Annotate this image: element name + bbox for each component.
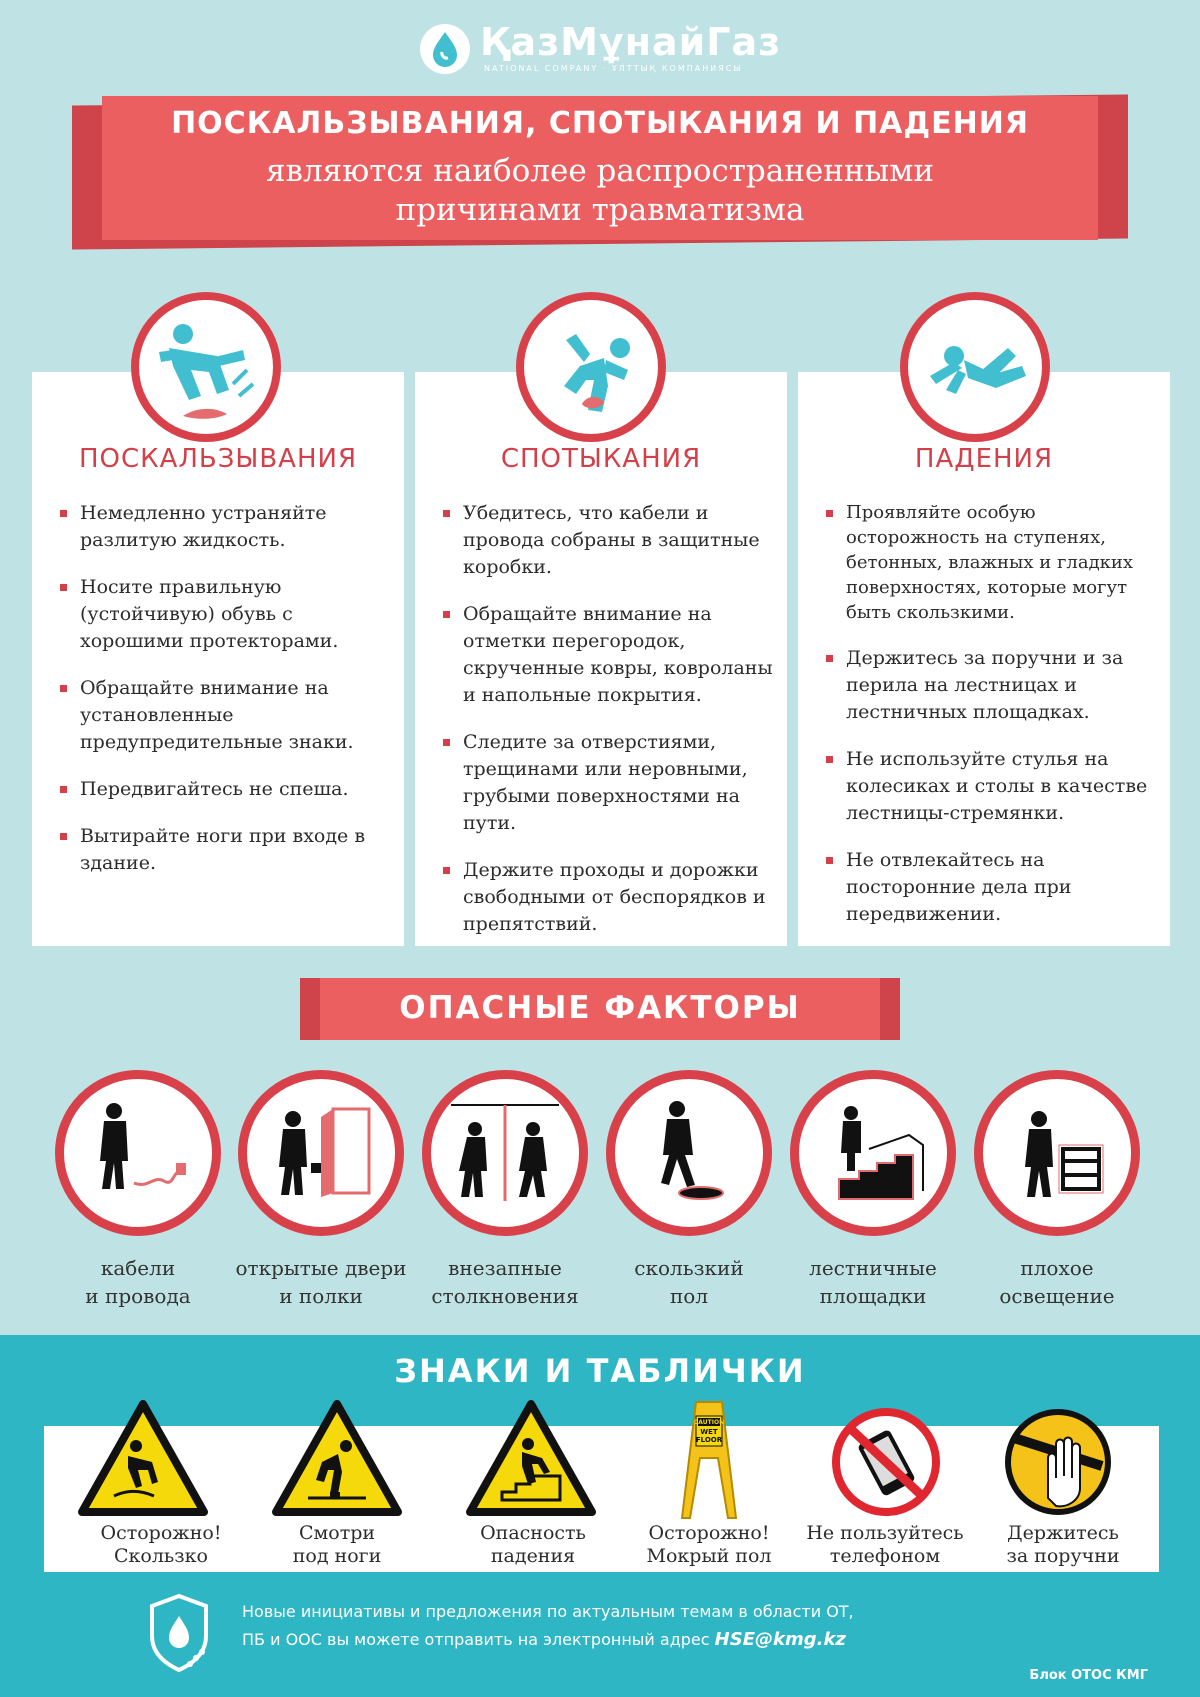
hazards-panel <box>320 978 880 1040</box>
column-slipping <box>32 372 404 946</box>
hazards-title: ОПАСНЫЕ ФАКТОРЫ <box>399 990 801 1026</box>
sign-label <box>76 1522 246 1568</box>
shield-drop-icon <box>146 1592 212 1674</box>
collision-icon <box>422 1070 588 1236</box>
header-logo <box>0 18 1200 78</box>
list-item: Следите за отверстиями, трещинами или неровными, грубыми поверхностями на пути. <box>443 729 773 837</box>
hazard-label-line-2: площадки <box>819 1284 927 1308</box>
sign-label <box>978 1522 1148 1568</box>
hazard-label <box>965 1254 1149 1310</box>
logo-subtitle: NATIONAL COMPANY · ҰЛТТЫҚ КОМПАНИЯСЫ <box>484 64 743 73</box>
hazard-label-line-2: и провода <box>85 1284 191 1308</box>
list-item: Не используйте стулья на колесиках и столы в качестве лестницы-стремянки. <box>826 746 1156 827</box>
hazard-label-line-2: пол <box>669 1284 709 1308</box>
bullet-list <box>826 500 1156 948</box>
kmg-logo-icon <box>420 24 470 74</box>
tripping-person-icon <box>516 292 666 442</box>
stairs-icon <box>790 1070 956 1236</box>
list-item: Не отвлекайтесь на посторонние дела при передвижении. <box>826 847 1156 928</box>
slippery-warning-icon <box>78 1400 208 1518</box>
sign-label-line-2: падения <box>490 1545 576 1567</box>
list-item: Обращайте внимание на отметки перегородок, скрученные ковры, ковроланы и напольные покрытия. <box>443 601 773 709</box>
sign-label-line-1: Смотри <box>298 1522 376 1544</box>
footer-email-link[interactable]: HSE@kmg.kz <box>714 1629 846 1650</box>
hazard-label-line-2: освещение <box>999 1284 1115 1308</box>
hazard-label-line-1: лестничные <box>809 1256 937 1280</box>
hazard-label-line-1: скользкий <box>634 1256 744 1280</box>
hazard-label-line-2: столкновения <box>431 1284 579 1308</box>
column-title: ПАДЕНИЯ <box>914 444 1054 474</box>
column-tripping <box>415 372 787 946</box>
sign-label-line-2: под ноги <box>292 1545 382 1567</box>
list-item: Держите проходы и дорожки свободными от беспорядков и препятствий. <box>443 857 773 938</box>
wet-floor-sign-icon <box>674 1398 744 1522</box>
list-item: Носите правильную (устойчивую) обувь с хорошими протекторами. <box>60 574 390 655</box>
footer-text <box>242 1598 982 1654</box>
sign-label-line-1: Осторожно! <box>100 1522 222 1544</box>
column-falling <box>798 372 1170 946</box>
banner-title: ПОСКАЛЬЗЫВАНИЯ, СПОТЫКАНИЯ И ПАДЕНИЯ <box>171 106 1029 141</box>
banner-subtitle-line-2: причинами травматизма <box>395 192 805 228</box>
sign-label-line-1: Не пользуйтесь <box>806 1522 964 1544</box>
falling-person-icon <box>900 292 1050 442</box>
list-item: Держитесь за поручни и за перила на лестницах и лестничных площадках. <box>826 645 1156 726</box>
column-title: СПОТЫКАНИЯ <box>500 444 702 474</box>
logo-name: ҚазМұнайГаз <box>480 20 782 64</box>
sign-label <box>624 1522 794 1568</box>
sign-label-line-1: Осторожно! <box>648 1522 770 1544</box>
banner-subtitle <box>102 152 1098 230</box>
sign-label-line-2: Мокрый пол <box>646 1545 772 1567</box>
wet-floor-caution-text: CAUTION <box>693 1419 725 1426</box>
hazard-label-line-1: кабели <box>100 1256 176 1280</box>
hazard-label-line-1: внезапные <box>448 1256 562 1280</box>
hazard-label-line-1: открытые двери <box>235 1256 407 1280</box>
banner-subtitle-line-1: являются наиболее распространенными <box>265 153 934 189</box>
open-door-icon <box>238 1070 404 1236</box>
sign-label <box>800 1522 970 1568</box>
slippery-floor-icon <box>606 1070 772 1236</box>
hazards-banner <box>300 978 900 1040</box>
sign-label-line-2: за поручни <box>1006 1545 1120 1567</box>
signs-title: ЗНАКИ И ТАБЛИЧКИ <box>394 1352 806 1390</box>
no-phone-icon <box>832 1408 940 1516</box>
list-item: Вытирайте ноги при входе в здание. <box>60 823 390 877</box>
bullet-list <box>443 500 773 958</box>
hazard-label-line-2: и полки <box>279 1284 363 1308</box>
sign-label-line-1: Опасность <box>480 1522 586 1544</box>
trip-warning-icon <box>272 1400 402 1518</box>
footer-line-2-text: ПБ и ООС вы можете отправить на электронный адрес <box>242 1630 710 1649</box>
list-item: Немедленно устраняйте разлитую жидкость. <box>60 500 390 554</box>
sign-label-line-2: телефоном <box>829 1545 941 1567</box>
sign-label <box>448 1522 618 1568</box>
handrail-icon <box>1004 1408 1112 1516</box>
banner-panel <box>102 96 1098 240</box>
sign-label-line-2: Скользко <box>114 1545 208 1567</box>
hazard-label <box>781 1254 965 1310</box>
fall-warning-icon <box>466 1400 596 1518</box>
sign-label-line-1: Держитесь <box>1007 1522 1119 1544</box>
list-item: Проявляйте особую осторожность на ступенях, бетонных, влажных и гладких поверхностях, которые могут быть скользкими. <box>826 500 1156 625</box>
poor-lighting-icon <box>974 1070 1140 1236</box>
column-title: ПОСКАЛЬЗЫВАНИЯ <box>78 444 358 474</box>
footer-line-2 <box>242 1626 982 1654</box>
hazard-label <box>597 1254 781 1310</box>
wet-floor-floor-text: FLOOR <box>695 1436 723 1444</box>
footer-unit: Блок ОТОС КМГ <box>1029 1668 1148 1683</box>
hazard-label <box>229 1254 413 1310</box>
hazard-label-line-1: плохое <box>1020 1256 1094 1280</box>
hazard-label <box>46 1254 230 1310</box>
sign-label <box>252 1522 422 1568</box>
cables-icon <box>55 1070 221 1236</box>
list-item: Убедитесь, что кабели и провода собраны в защитные коробки. <box>443 500 773 581</box>
list-item: Обращайте внимание на установленные предупредительные знаки. <box>60 675 390 756</box>
slipping-person-icon <box>131 292 281 442</box>
top-banner <box>72 96 1128 240</box>
footer-line-1: Новые инициативы и предложения по актуальным темам в области ОТ, <box>242 1602 854 1621</box>
bullet-list <box>60 500 390 897</box>
hazard-label <box>413 1254 597 1310</box>
list-item: Передвигайтесь не спеша. <box>60 776 390 803</box>
wet-floor-wet-text: WET <box>700 1428 718 1436</box>
